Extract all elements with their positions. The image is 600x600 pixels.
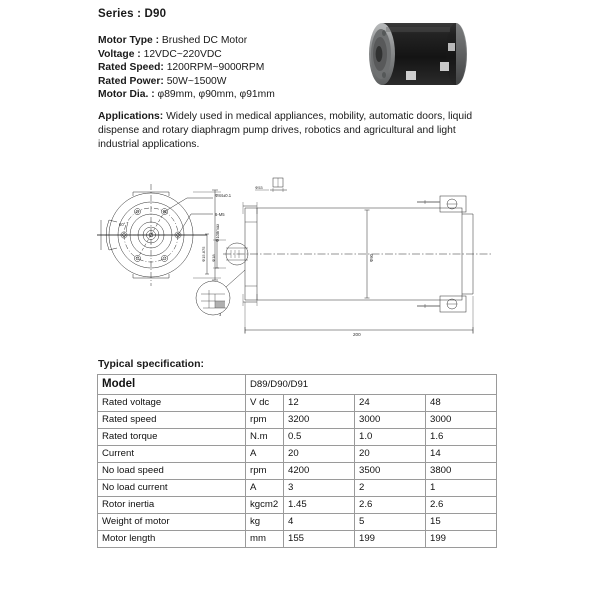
value-cell: 14	[426, 446, 497, 463]
table-row	[98, 514, 497, 531]
value-cell: 3800	[426, 463, 497, 480]
unit-cell: mm	[246, 531, 284, 548]
value-cell: 3200	[284, 412, 355, 429]
engineering-drawings	[95, 170, 507, 352]
table-row	[98, 429, 497, 446]
value-cell: 12	[284, 395, 355, 412]
value-cell: 20	[284, 446, 355, 463]
parameter-cell: Motor length	[98, 531, 246, 548]
spec-value: 12VDC~220VDC	[143, 48, 222, 60]
spec-line	[98, 48, 348, 62]
value-cell: 20	[355, 446, 426, 463]
body-diameter-label: Φ90	[369, 254, 374, 262]
applications-paragraph	[98, 110, 498, 153]
spec-value: φ89mm, φ90mm, φ91mm	[157, 89, 275, 101]
value-cell: 3	[284, 480, 355, 497]
value-cell: 1	[426, 480, 497, 497]
applications-body: Widely used in medical appliances, mobility, automatic doors, liquid dispense and rotary diaphragm pump drives, robotics and agricultural and light industrial applications.	[98, 111, 473, 151]
product-header	[98, 8, 348, 102]
value-cell: 24	[355, 395, 426, 412]
unit-cell: A	[246, 446, 284, 463]
parameter-cell: Rotor inertia	[98, 497, 246, 514]
side-view-geometry	[196, 178, 493, 334]
model-label-cell: Model	[98, 375, 246, 395]
value-cell: 1.0	[355, 429, 426, 446]
unit-cell: kgcm2	[246, 497, 284, 514]
value-cell: 199	[426, 531, 497, 548]
unit-cell: N.m	[246, 429, 284, 446]
value-cell: 2.6	[355, 497, 426, 514]
model-value-cell: D89/D90/D91	[246, 375, 497, 395]
value-cell: 199	[355, 531, 426, 548]
value-cell: 2.6	[426, 497, 497, 514]
shaft-dia-outer-label: Φ15.875	[201, 246, 206, 262]
product-photo	[352, 14, 487, 96]
table-heading: Typical specification:	[98, 358, 204, 370]
parameter-cell: Rated speed	[98, 412, 246, 429]
front-view-geometry	[97, 184, 221, 286]
table-row	[98, 480, 497, 497]
value-cell: 0.5	[284, 429, 355, 446]
table-row	[98, 412, 497, 429]
value-cell: 3000	[426, 412, 497, 429]
spec-key: Motor Dia. :	[98, 89, 155, 101]
spec-line	[98, 61, 348, 75]
value-cell: 1.45	[284, 497, 355, 514]
table-row	[98, 446, 497, 463]
unit-cell: V dc	[246, 395, 284, 412]
spec-key: Rated Speed:	[98, 62, 164, 74]
overall-length-label: 200	[353, 332, 361, 337]
value-cell: 3000	[355, 412, 426, 429]
spec-line	[98, 88, 348, 102]
spec-value: Brushed DC Motor	[161, 35, 248, 46]
spec-key: Voltage :	[98, 48, 141, 60]
series-title: Series : D90	[98, 8, 167, 20]
hole-note-label: 6-M5	[215, 212, 225, 217]
angle-label: 60°	[119, 222, 126, 227]
parameter-cell: No load speed	[98, 463, 246, 480]
table-row	[98, 463, 497, 480]
shaft-dia-inner-label: Φ18	[211, 254, 216, 262]
table-row	[98, 531, 497, 548]
applications-label: Applications:	[98, 111, 164, 122]
value-cell: 48	[426, 395, 497, 412]
table-row	[98, 497, 497, 514]
parameter-cell: Current	[98, 446, 246, 463]
value-cell: 4	[284, 514, 355, 531]
value-cell: 5	[355, 514, 426, 531]
table-row-model	[98, 375, 497, 395]
value-cell: 155	[284, 531, 355, 548]
table-row	[98, 395, 497, 412]
parameter-cell: Rated torque	[98, 429, 246, 446]
spec-line	[98, 34, 348, 48]
detail-thickness-label: 3	[219, 312, 222, 317]
top-note-label: Φ53	[255, 185, 263, 190]
parameter-cell: No load current	[98, 480, 246, 497]
spec-value: 1200RPM~9000RPM	[166, 62, 265, 74]
bolt-circle-label: Φ84±0.1	[215, 193, 232, 198]
value-cell: 2	[355, 480, 426, 497]
parameter-cell: Weight of motor	[98, 514, 246, 531]
outer-diameter-label: Φ108max	[215, 223, 220, 242]
spec-key: Rated Power:	[98, 75, 164, 87]
unit-cell: kg	[246, 514, 284, 531]
spec-list	[98, 34, 348, 102]
unit-cell: rpm	[246, 463, 284, 480]
parameter-cell: Rated voltage	[98, 395, 246, 412]
spec-key: Motor Type :	[98, 35, 160, 46]
spec-value: 50W~1500W	[166, 75, 227, 87]
value-cell: 1.6	[426, 429, 497, 446]
value-cell: 4200	[284, 463, 355, 480]
value-cell: 15	[426, 514, 497, 531]
unit-cell: A	[246, 480, 284, 497]
value-cell: 3500	[355, 463, 426, 480]
unit-cell: rpm	[246, 412, 284, 429]
spec-line	[98, 75, 348, 89]
specification-table	[97, 374, 497, 548]
